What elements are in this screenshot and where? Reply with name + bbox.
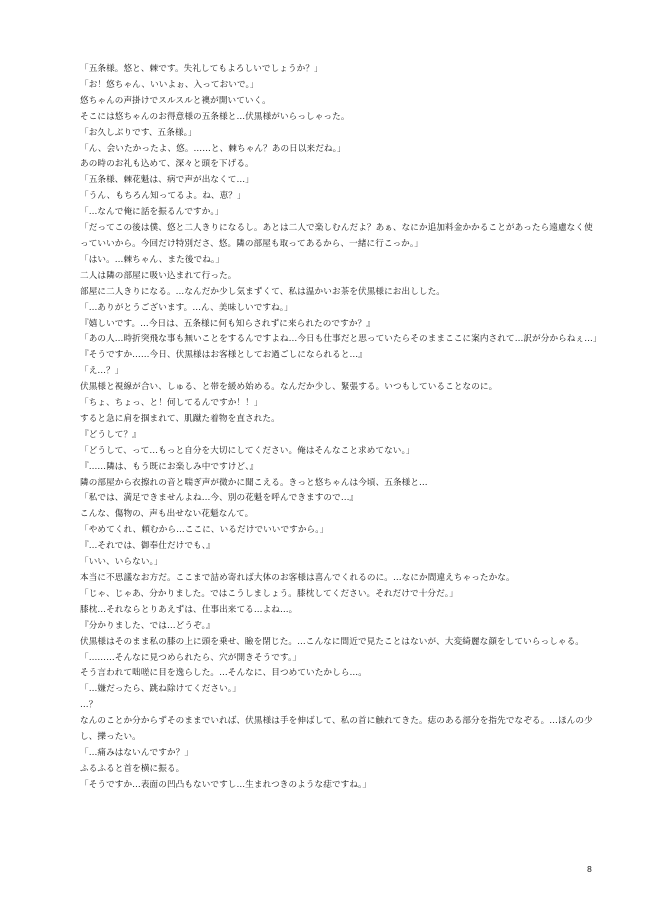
text-line: そう言われて咄嗟に目を逸らした。…そんなに、目つめていたかしら…。 bbox=[80, 668, 367, 679]
text-line: 「どうして、って…もっと自分を大切にしてください。俺はそんなこと求めてない。」 bbox=[80, 445, 415, 456]
text-line: 『…それでは、御奉仕だけでも、』 bbox=[80, 541, 215, 552]
text-line: 「お久しぶりです、五条様。」 bbox=[80, 127, 197, 138]
text-line: 「いい、いらない。」 bbox=[80, 557, 163, 568]
text-line: こんな、傷物の、声も出せない花魁なんて。 bbox=[80, 509, 254, 520]
text-line: 伏黒様はそのまま私の膝の上に頭を乗せ、瞼を閉じた。…こんなに間近で見たことはないが、大変綺麗な顔をしていらっしゃる。 bbox=[80, 636, 584, 647]
text-line: 「…痛みはないんですか？」 bbox=[80, 747, 194, 758]
text-line: 伏黒様と視線が合い、しゅる、と帯を緩め始める。なんだか少し、緊張する。いつもしていることなのに。 bbox=[80, 382, 498, 393]
text-line: 「え…？」 bbox=[80, 366, 124, 377]
text-line: 隣の部屋から衣擦れの音と喘ぎ声が微かに聞こえる。きっと悠ちゃんは今頃、五条様と… bbox=[80, 477, 428, 488]
text-line: 本当に不思議なお方だ。ここまで詰め寄れば大体のお客様は喜んでくれるのに。…なにか間違えちゃったかな。 bbox=[80, 573, 515, 583]
text-line: そこには悠ちゃんのお得意様の五条様と…伏黒様がいらっしゃった。 bbox=[80, 111, 350, 122]
text-line: 『嬉しいです。…今日は、五条様に何も知らされずに来られたのですか？』 bbox=[80, 318, 375, 329]
text-line: 『そうですか……今日、伏黒様はお客様としてお過ごしになられると…』 bbox=[80, 350, 367, 361]
text-line: 「…嫌だったら、跳ね除けてください。」 bbox=[80, 684, 241, 695]
text-line: 膝枕…それならとりあえずは、仕事出来てる…よね…。 bbox=[80, 604, 298, 615]
text-line: 「そうですか…表面の凹凸もないですし…生まれつきのような痣ですね。」 bbox=[80, 779, 372, 790]
text-line: 部屋に二人きりになる。…なんだか少し気まずくて、私は温かいお茶を伏黒様にお出しした。 bbox=[80, 286, 445, 297]
text-line: 「うん、もちろん知ってるよ。ね、恵？」 bbox=[80, 191, 246, 202]
text-line: 「ちょ、ちょっ、と！何してるんですか！！」 bbox=[80, 398, 263, 409]
text-line: すると急に肩を掴まれて、肌蹴た着物を直された。 bbox=[80, 413, 280, 424]
text-line: …？ bbox=[80, 700, 98, 711]
text-line: 「私では、満足できませんよね…今、別の花魁を呼んできますので…』 bbox=[80, 493, 359, 504]
text-line: 「五条様。悠と、棘です。失礼してもよろしいでしょうか？」 bbox=[80, 64, 323, 74]
text-line: 「はい。…棘ちゃん、また後でね。」 bbox=[80, 254, 225, 265]
text-line: 「やめてくれ、頼むから…ここに、いるだけでいいですから。」 bbox=[80, 525, 329, 536]
text-line: 「…なんで俺に話を振るんですか。」 bbox=[80, 207, 224, 218]
text-line: 『分かりました、では…どうぞ。』 bbox=[80, 620, 215, 631]
text-line: 「じゃ、じゃあ、分かりました。ではこうしましょう。膝枕してください。それだけで十分だ。」 bbox=[80, 588, 458, 599]
text-line: あの時のお礼も込めて、深々と頭を下げる。 bbox=[80, 159, 254, 170]
text-line: 『……隣は、もう既にお楽しみ中ですけど、』 bbox=[80, 461, 259, 472]
text-line: なんのことか分からずそのままでいれば、伏黒様は手を伸ばして、私の首に触れてきた。痣のある部分を指先でなぞる。…ほんの少し、擽ったい。 bbox=[80, 716, 593, 743]
text-line: 「………そんなに見つめられたら、穴が開きそうです。」 bbox=[80, 652, 302, 663]
body-text bbox=[80, 62, 600, 794]
text-line: 「あの人…時折突飛な事も無いことをするんですよね…今日も仕事だと思っていたらそのままここに案内されて…訳が分からねぇ…」 bbox=[80, 334, 602, 345]
text-line: 『どうして？』 bbox=[80, 429, 141, 440]
page-number: 8 bbox=[586, 865, 592, 874]
text-line: 二人は隣の部屋に吸い込まれて行った。 bbox=[80, 270, 237, 281]
text-line: 「…ありがとうございます。…ん、美味しいですね。」 bbox=[80, 302, 293, 313]
text-line: 「だってこの後は僕、悠と二人きりになるし。あとは二人で楽しむんだよ？あぁ、なにか追加料金かかることがあったら遠慮なく使っていいから。今回だけ特別ださ、悠。隣の部屋も取ってあるから、一緒に行こっか。」 bbox=[80, 223, 593, 249]
text-line: 「ん、会いたかったよ、悠。……と、棘ちゃん？あの日以来だね。」 bbox=[80, 143, 346, 154]
text-line: 「五条様、棘花魁は、病で声が出なくて…」 bbox=[80, 175, 254, 186]
text-line: 「お！悠ちゃん、いいよぉ、入っておいで。」 bbox=[80, 79, 259, 90]
text-line: ふるふると首を横に振る。 bbox=[80, 763, 185, 774]
text-line: 悠ちゃんの声掛けでスルスルと襖が開いていく。 bbox=[80, 95, 271, 106]
